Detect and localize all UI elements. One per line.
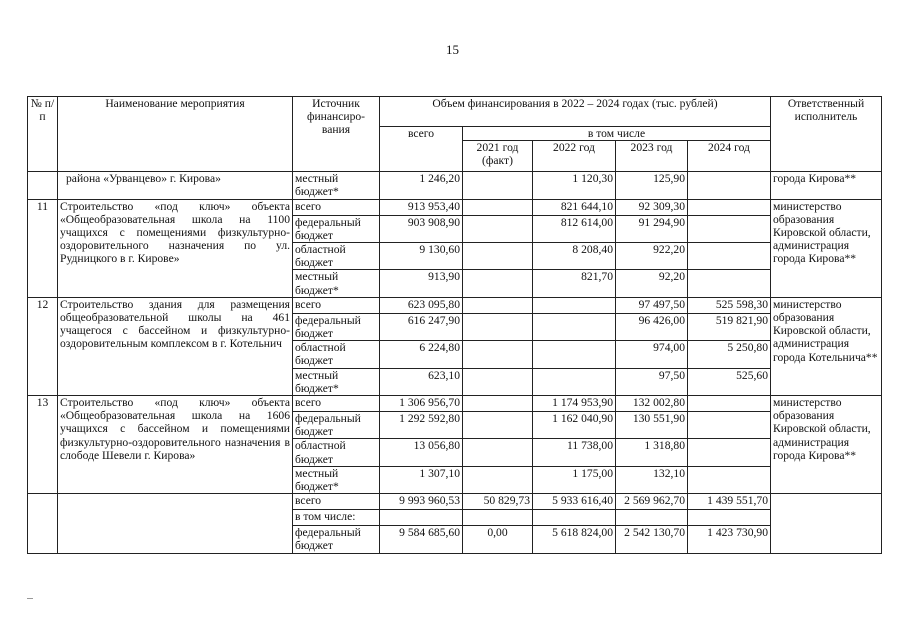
cell-2023: 2 569 962,70 (616, 494, 688, 510)
cell-total: 13 056,80 (380, 439, 463, 466)
header-total: всего (380, 127, 463, 172)
cell-total (380, 510, 463, 526)
cell-source: федеральный бюджет (293, 526, 380, 554)
cell-2023: 132,10 (616, 466, 688, 493)
cell-source: областной бюджет (293, 341, 380, 368)
cell-2022 (533, 297, 616, 313)
cell-source: всего (293, 297, 380, 313)
cell-2023 (616, 510, 688, 526)
cell-total: 616 247,90 (380, 313, 463, 340)
cell-2023: 92,20 (616, 270, 688, 297)
cell-2021 (463, 172, 533, 199)
cell-source: всего (293, 199, 380, 215)
cell-2024 (688, 412, 771, 439)
cell-name: района «Урванцево» г. Кирова» (58, 172, 293, 199)
cell-2021 (463, 510, 533, 526)
header-num: № п/п (28, 97, 58, 172)
cell-source: местный бюджет* (293, 466, 380, 493)
cell-total: 913 953,40 (380, 199, 463, 215)
cell-2021 (463, 412, 533, 439)
cell-2022 (533, 313, 616, 340)
table-row (28, 396, 882, 412)
cell-2024 (688, 243, 771, 270)
cell-2024 (688, 215, 771, 242)
cell-source: областной бюджет (293, 243, 380, 270)
cell-2022: 812 614,00 (533, 215, 616, 242)
page-mark (27, 598, 33, 599)
cell-2024: 519 821,90 (688, 313, 771, 340)
totals-row (28, 494, 882, 510)
cell-total: 913,90 (380, 270, 463, 297)
cell-num (28, 172, 58, 199)
cell-total: 1 307,10 (380, 466, 463, 493)
cell-total: 1 306 956,70 (380, 396, 463, 412)
cell-2021 (463, 396, 533, 412)
cell-2021 (463, 439, 533, 466)
cell-2023: 91 294,90 (616, 215, 688, 242)
cell-source: местный бюджет* (293, 368, 380, 395)
cell-2023: 130 551,90 (616, 412, 688, 439)
cell-2022: 5 933 616,40 (533, 494, 616, 510)
cell-source: областной бюджет (293, 439, 380, 466)
cell-total: 9 584 685,60 (380, 526, 463, 554)
cell-2023: 2 542 130,70 (616, 526, 688, 554)
cell-2021 (463, 313, 533, 340)
cell-2024 (688, 510, 771, 526)
cell-2021 (463, 270, 533, 297)
cell-total: 1 292 592,80 (380, 412, 463, 439)
header-responsible: Ответственный исполнитель (771, 97, 882, 172)
cell-num: 12 (28, 297, 58, 395)
table-row (28, 297, 882, 313)
cell-2022: 1 120,30 (533, 172, 616, 199)
cell-responsible: министерство образования Кировской области, администрация города Кирова** (771, 396, 882, 494)
cell-2024: 525 598,30 (688, 297, 771, 313)
cell-total: 903 908,90 (380, 215, 463, 242)
cell-2021 (463, 297, 533, 313)
cell-2021 (463, 215, 533, 242)
header-2023: 2023 год (616, 141, 688, 172)
cell-2023: 96 426,00 (616, 313, 688, 340)
cell-2021 (463, 466, 533, 493)
cell-responsible: министерство образования Кировской области, администрация города Котельнича** (771, 297, 882, 395)
header-name: Наименование мероприятия (58, 97, 293, 172)
cell-2023: 132 002,80 (616, 396, 688, 412)
cell-2022: 5 618 824,00 (533, 526, 616, 554)
cell-total: 623,10 (380, 368, 463, 395)
cell-source: местный бюджет* (293, 172, 380, 199)
cell-2024: 5 250,80 (688, 341, 771, 368)
cell-2023: 125,90 (616, 172, 688, 199)
cell-2024 (688, 466, 771, 493)
cell-2023: 1 318,80 (616, 439, 688, 466)
header-source: Источник финансиро-вания (293, 97, 380, 172)
cell-name: Строительство «под ключ» объекта «Общеобразовательная школа на 1606 учащихся с бассейном и помещениями физкультурно-оздоровительного назначения в слободе Шевели г. Кирова» (58, 396, 293, 494)
cell-num: 11 (28, 199, 58, 297)
header-2022: 2022 год (533, 141, 616, 172)
cell-2024: 1 423 730,90 (688, 526, 771, 554)
cell-2021 (463, 368, 533, 395)
header-including: в том числе (463, 127, 771, 141)
cell-including-label: в том числе: (293, 510, 380, 526)
cell-2022 (533, 510, 616, 526)
cell-2023: 92 309,30 (616, 199, 688, 215)
cell-2022: 821 644,10 (533, 199, 616, 215)
cell-num (28, 494, 58, 554)
cell-2021 (463, 341, 533, 368)
table-row (28, 172, 882, 199)
cell-2024 (688, 396, 771, 412)
cell-2022 (533, 341, 616, 368)
cell-2023: 974,00 (616, 341, 688, 368)
cell-2024 (688, 270, 771, 297)
cell-2024: 1 439 551,70 (688, 494, 771, 510)
cell-total: 9 993 960,53 (380, 494, 463, 510)
cell-total: 9 130,60 (380, 243, 463, 270)
cell-2022: 11 738,00 (533, 439, 616, 466)
table-row (28, 199, 882, 215)
cell-total: 6 224,80 (380, 341, 463, 368)
cell-2024 (688, 439, 771, 466)
cell-source: местный бюджет* (293, 270, 380, 297)
cell-2023: 97 497,50 (616, 297, 688, 313)
cell-2023: 97,50 (616, 368, 688, 395)
financing-table (27, 96, 882, 554)
cell-2024 (688, 199, 771, 215)
cell-2022: 8 208,40 (533, 243, 616, 270)
cell-name: Строительство «под ключ» объекта «Общеобразовательная школа на 1100 учащихся с помещениями физкультурно-оздоровительного назначения по ул. Рудницкого в г. Кирове» (58, 199, 293, 297)
cell-source: федеральный бюджет (293, 313, 380, 340)
cell-source: федеральный бюджет (293, 215, 380, 242)
cell-2024: 525,60 (688, 368, 771, 395)
cell-2022: 1 174 953,90 (533, 396, 616, 412)
cell-2021 (463, 243, 533, 270)
cell-responsible (771, 494, 882, 554)
cell-name (58, 494, 293, 554)
cell-2021: 0,00 (463, 526, 533, 554)
cell-num: 13 (28, 396, 58, 494)
cell-2022: 821,70 (533, 270, 616, 297)
cell-responsible: министерство образования Кировской области, администрация города Кирова** (771, 199, 882, 297)
page-number: 15 (446, 42, 459, 57)
cell-2022: 1 162 040,90 (533, 412, 616, 439)
header-2021: 2021 год (факт) (463, 141, 533, 172)
cell-total: 623 095,80 (380, 297, 463, 313)
cell-2021: 50 829,73 (463, 494, 533, 510)
cell-name: Строительство здания для размещения общеобразовательной школы на 461 учащегося с бассейном и физкультурно-оздоровительным комплексом в г. Котельнич (58, 297, 293, 395)
cell-2024 (688, 172, 771, 199)
cell-responsible: города Кирова** (771, 172, 882, 199)
header-2024: 2024 год (688, 141, 771, 172)
cell-source: всего (293, 396, 380, 412)
header-volume: Объем финансирования в 2022 – 2024 годах (тыс. рублей) (380, 97, 771, 127)
cell-total: 1 246,20 (380, 172, 463, 199)
cell-2022 (533, 368, 616, 395)
cell-2021 (463, 199, 533, 215)
cell-2023: 922,20 (616, 243, 688, 270)
cell-2022: 1 175,00 (533, 466, 616, 493)
cell-source: всего (293, 494, 380, 510)
cell-source: федеральный бюджет (293, 412, 380, 439)
